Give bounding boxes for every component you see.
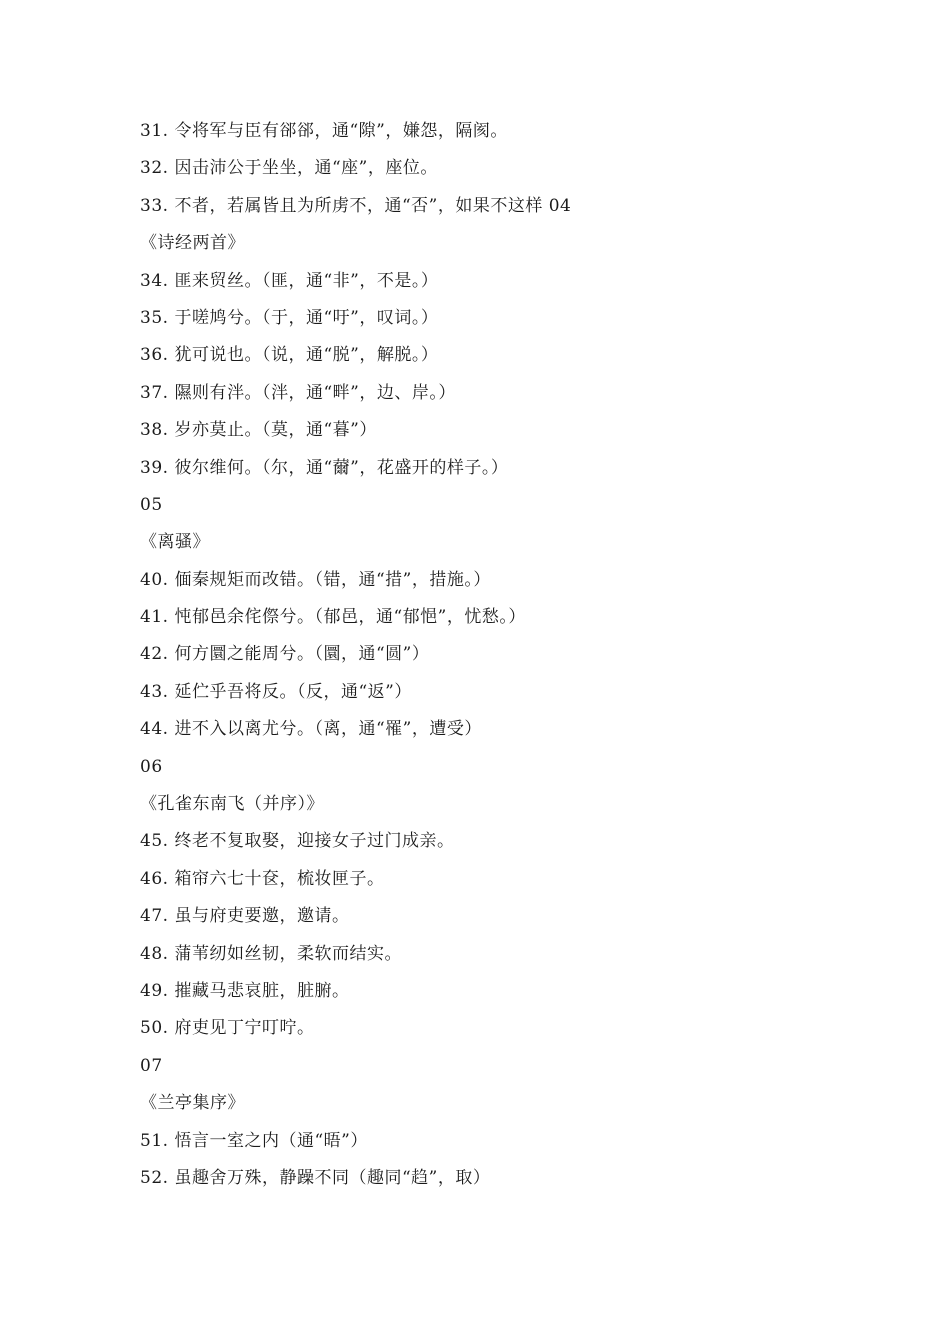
text-line: 52. 虽趣舍万殊，静躁不同（趣同“趋”，取）	[140, 1167, 491, 1188]
text-line: 45. 终老不复取娶，迎接女子过门成亲。	[140, 831, 455, 852]
text-line: 39. 彼尔维何。（尔，通“薾”，花盛开的样子。）	[140, 457, 509, 478]
section-title: 《孔雀东南飞（并序）》	[140, 794, 324, 815]
text-line: 37. 隰则有泮。（泮，通“畔”，边、岸。）	[140, 382, 456, 403]
text-line: 49. 摧藏马悲哀脏，脏腑。	[140, 980, 350, 1001]
section-title: 《诗经两首》	[140, 233, 245, 254]
text-line: 38. 岁亦莫止。（莫，通“暮”）	[140, 420, 377, 441]
section-number: 05	[140, 494, 163, 515]
text-line: 43. 延伫乎吾将反。（反，通“返”）	[140, 681, 412, 702]
text-line: 46. 箱帘六七十奁，梳妆匣子。	[140, 868, 385, 889]
text-line: 34. 匪来贸丝。（匪，通“非”，不是。）	[140, 270, 439, 291]
section-title: 《离骚》	[140, 532, 210, 553]
section-number: 07	[140, 1055, 163, 1076]
text-line: 44. 进不入以离尤兮。（离，通“罹”，遭受）	[140, 719, 482, 740]
text-line: 41. 忳郁邑余侘傺兮。（郁邑，通“郁悒”，忧愁。）	[140, 607, 526, 628]
text-line: 48. 蒲苇纫如丝韧，柔软而结实。	[140, 943, 402, 964]
document-body	[140, 117, 900, 1201]
section-number: 06	[140, 756, 163, 777]
section-title: 《兰亭集序》	[140, 1093, 245, 1114]
text-line: 50. 府吏见丁宁叮咛。	[140, 1018, 315, 1039]
text-line: 36. 犹可说也。（说，通“脱”，解脱。）	[140, 345, 439, 366]
text-line: 31. 令将军与臣有郤郤，通“隙”，嫌怨，隔阂。	[140, 121, 508, 141]
text-line: 32. 因击沛公于坐坐，通“座”，座位。	[140, 158, 438, 179]
text-line: 35. 于嗟鸠兮。（于，通“吁”，叹词。）	[140, 307, 439, 328]
text-line: 47. 虽与府吏要邀，邀请。	[140, 906, 350, 927]
text-line: 42. 何方圜之能周兮。（圜，通“圆”）	[140, 644, 430, 665]
text-line: 51. 悟言一室之内（通“晤”）	[140, 1130, 368, 1151]
text-line: 40. 偭秦规矩而改错。（错，通“措”，措施。）	[140, 569, 491, 590]
text-line: 33. 不者，若属皆且为所虏不，通“否”，如果不这样 04	[140, 195, 572, 216]
